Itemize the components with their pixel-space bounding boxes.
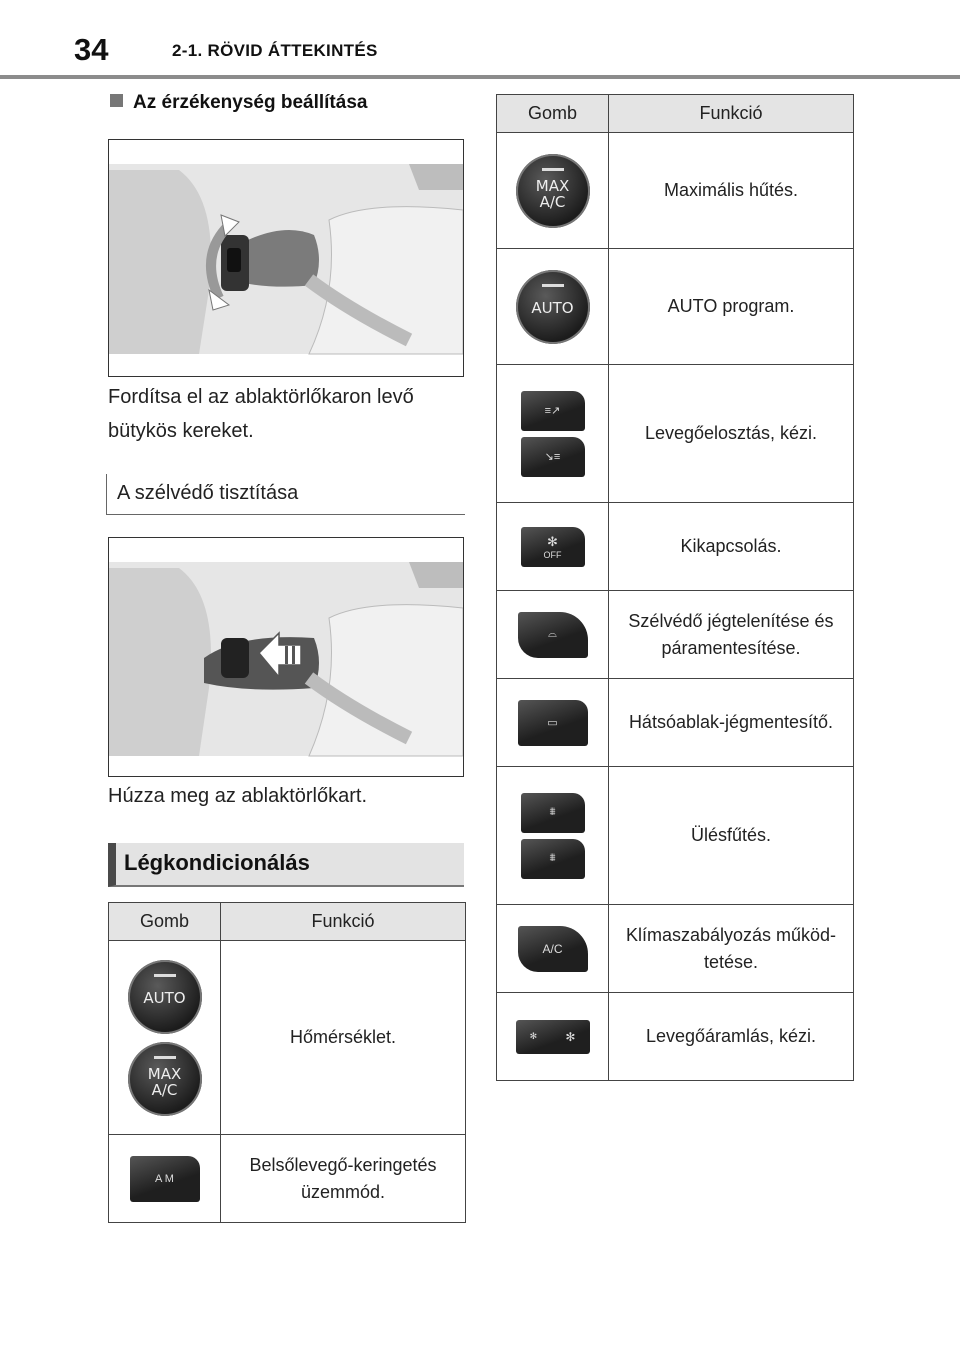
ac-controls-table-right xyxy=(496,94,854,1081)
max-ac-knob-icon: MAX A/C xyxy=(128,1042,202,1116)
button-image-cell xyxy=(497,249,609,365)
column-header-button: Gomb xyxy=(497,95,609,133)
recirculation-button-icon: A M xyxy=(130,1156,200,1202)
button-image-cell xyxy=(497,365,609,503)
wiper-pull-figure xyxy=(108,537,464,777)
table-row xyxy=(109,941,466,1135)
table-row xyxy=(497,591,854,679)
table-row xyxy=(109,1135,466,1223)
table-header-row xyxy=(109,903,466,941)
ac-section-header: Légkondicionálás xyxy=(108,843,464,887)
table-row xyxy=(497,679,854,767)
max-ac-knob-icon: MAX A/C xyxy=(516,154,590,228)
fan-off-button-icon: ✻ OFF xyxy=(521,527,585,567)
function-cell: Hátsóablak-jégmentesítő. xyxy=(609,679,854,767)
auto-knob-icon: AUTO xyxy=(128,960,202,1034)
rear-window-defrost-button-icon: ▭ xyxy=(518,700,588,746)
windshield-callout: A szélvédő tisztítása xyxy=(106,474,465,515)
table-row xyxy=(497,767,854,905)
auto-knob-icon: AUTO xyxy=(516,270,590,344)
table-row xyxy=(497,133,854,249)
button-image-cell xyxy=(497,905,609,993)
wiper-sensitivity-figure xyxy=(108,139,464,377)
column-header-function: Funkció xyxy=(609,95,854,133)
windshield-instruction: Húzza meg az ablaktörlőkart. xyxy=(108,785,368,807)
button-image-cell xyxy=(497,133,609,249)
function-cell: Hőmérséklet. xyxy=(221,941,466,1135)
windshield-defrost-button-icon: ⌓ xyxy=(518,612,588,658)
function-cell: Belsőlevegő-keringetés üzemmód. xyxy=(221,1135,466,1223)
function-cell: Levegőelosztás, kézi. xyxy=(609,365,854,503)
function-cell: Levegőáramlás, kézi. xyxy=(609,993,854,1081)
sensitivity-heading: Az érzékenység beállítása xyxy=(110,92,367,114)
square-bullet-icon xyxy=(110,94,123,107)
section-title: 2-1. RÖVID ÁTTEKINTÉS xyxy=(172,41,378,60)
table-row xyxy=(497,365,854,503)
seat-heating-upper-icon: ⩩ xyxy=(521,793,585,833)
table-row xyxy=(497,503,854,591)
button-image-cell xyxy=(109,1135,221,1223)
column-header-button: Gomb xyxy=(109,903,221,941)
header-divider xyxy=(0,75,960,79)
function-cell: Maximális hűtés. xyxy=(609,133,854,249)
page-number: 34 xyxy=(74,32,109,67)
table-row xyxy=(497,993,854,1081)
function-cell: Klímaszabályozás működ- tetése. xyxy=(609,905,854,993)
table-row xyxy=(497,905,854,993)
sensitivity-instruction: Fordítsa el az ablaktörlőkaron levő bütykös kereket. xyxy=(108,386,414,442)
button-image-cell xyxy=(497,503,609,591)
fan-speed-rocker-icon: ✻ ✻ xyxy=(516,1020,590,1054)
button-image-cell xyxy=(497,591,609,679)
air-distribution-upper-icon: ≡↗ xyxy=(521,391,585,431)
function-cell: Ülésfűtés. xyxy=(609,767,854,905)
button-image-cell xyxy=(497,679,609,767)
air-distribution-lower-icon: ↘≡ xyxy=(521,437,585,477)
function-cell: Kikapcsolás. xyxy=(609,503,854,591)
function-cell: AUTO program. xyxy=(609,249,854,365)
seat-heating-lower-icon: ⩩ xyxy=(521,839,585,879)
table-header-row xyxy=(497,95,854,133)
column-header-function: Funkció xyxy=(221,903,466,941)
ac-button-icon: A/C xyxy=(518,926,588,972)
button-image-cell xyxy=(497,993,609,1081)
page-header xyxy=(0,22,960,82)
button-image-cell xyxy=(109,941,221,1135)
table-row xyxy=(497,249,854,365)
ac-controls-table-left xyxy=(108,902,466,1223)
function-cell: Szélvédő jégtelenítése és páramentesítése. xyxy=(609,591,854,679)
button-image-cell xyxy=(497,767,609,905)
